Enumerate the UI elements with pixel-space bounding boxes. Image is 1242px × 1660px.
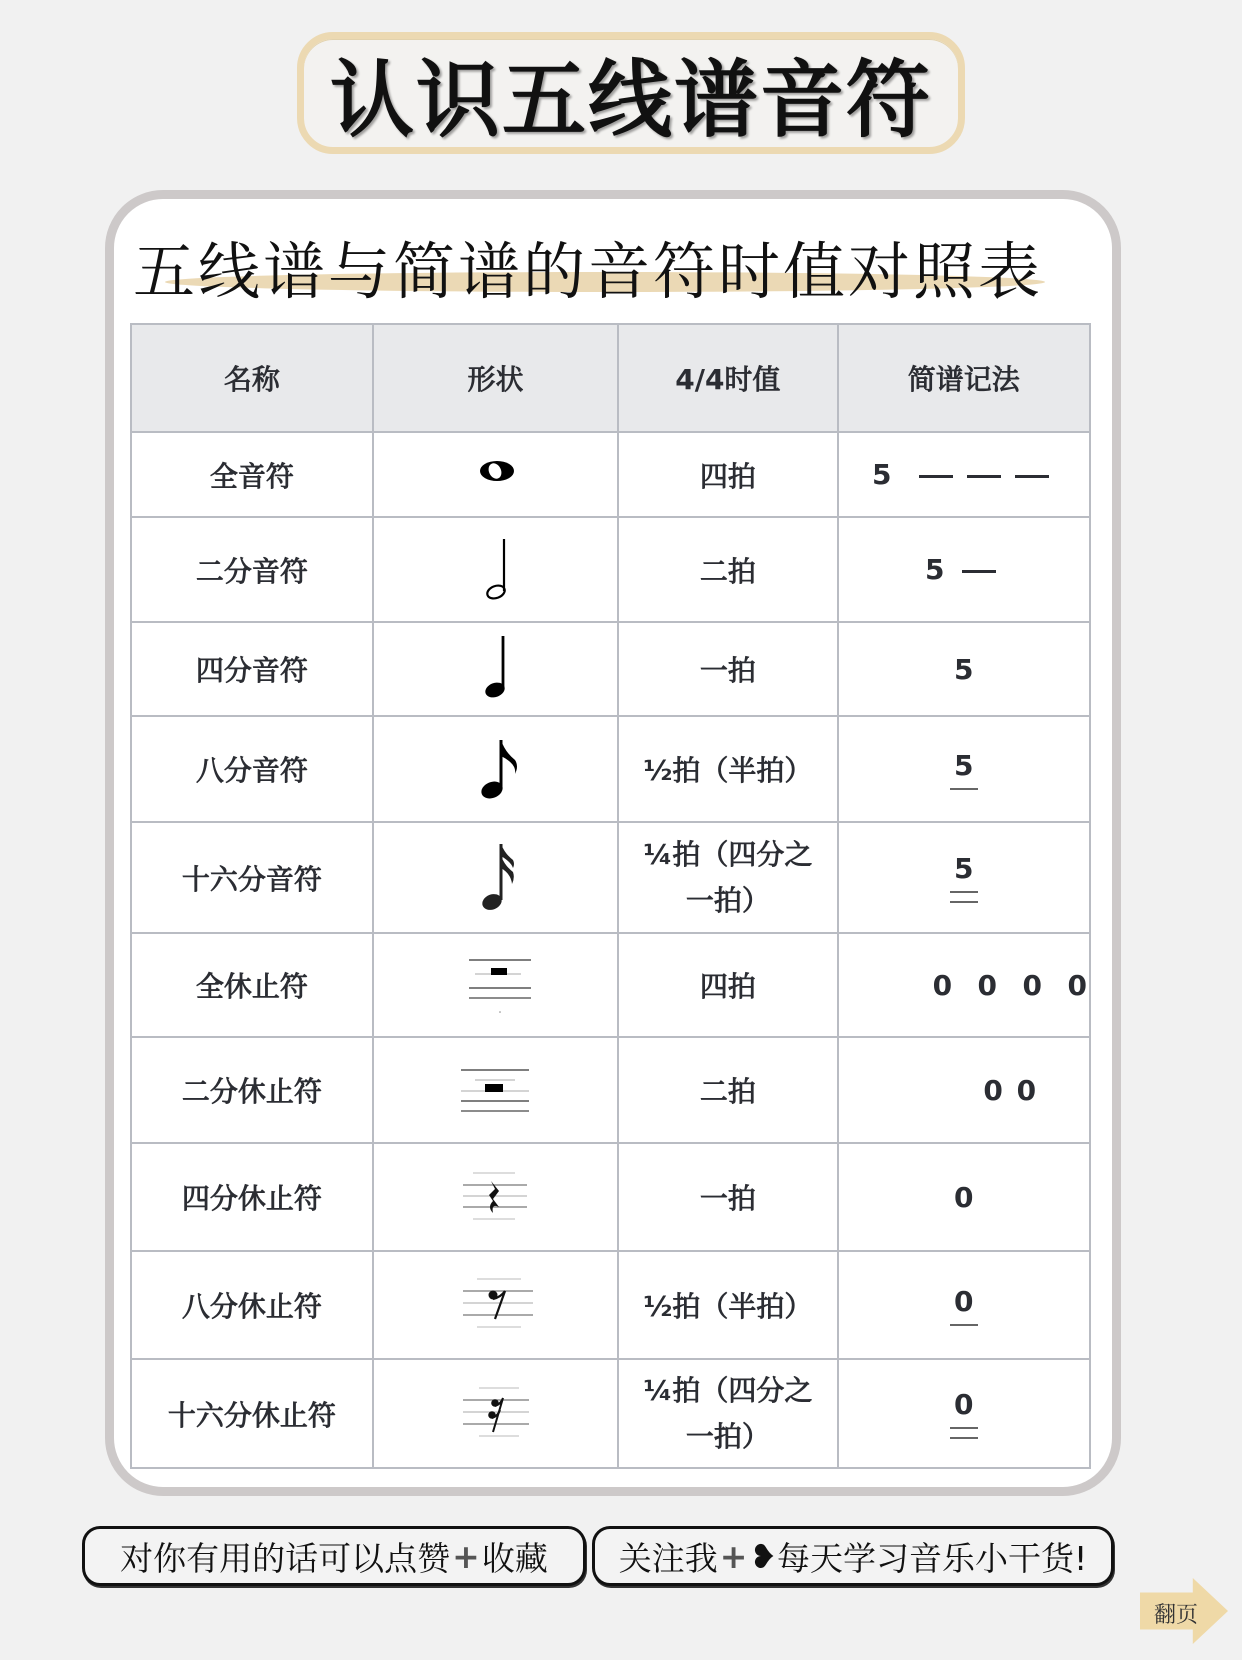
table-row <box>131 822 1090 933</box>
quarter-rest-icon <box>373 1143 618 1251</box>
col-header-name: 名称 <box>131 324 373 432</box>
half-rest-icon <box>373 1037 618 1143</box>
page-turn-button[interactable] <box>1140 1578 1228 1644</box>
eighth-rest-icon <box>373 1251 618 1359</box>
table-row <box>131 517 1090 622</box>
whole-rest-icon <box>373 933 618 1037</box>
jianpu-notation: 5 <box>838 716 1090 822</box>
note-name: 二分休止符 <box>131 1037 373 1143</box>
underline <box>950 1324 978 1326</box>
card-subtitle <box>125 222 1075 308</box>
jianpu-notation: 0 0 <box>838 1037 1090 1143</box>
sixteenth-note-icon <box>373 822 618 933</box>
table-row <box>131 716 1090 822</box>
table-row <box>131 1251 1090 1359</box>
note-name: 全音符 <box>131 432 373 517</box>
note-name: 全休止符 <box>131 933 373 1037</box>
note-duration: 四拍 <box>618 432 837 517</box>
col-header-duration: 4/4时值 <box>618 324 837 432</box>
note-duration: ½拍（半拍） <box>618 716 837 822</box>
jianpu-notation: 0 <box>838 1359 1090 1468</box>
jianpu-notation: 5 <box>838 822 1090 933</box>
jianpu-notation: 5 <box>838 517 1090 622</box>
plus-icon: + <box>719 1536 748 1576</box>
underline <box>950 1437 978 1439</box>
page-title: 认识五线谱音符 <box>329 50 932 149</box>
eighth-note-icon <box>373 716 618 822</box>
note-duration: ½拍（半拍） <box>618 1251 837 1359</box>
note-name: 四分音符 <box>131 622 373 716</box>
col-header-jianpu: 简谱记法 <box>838 324 1090 432</box>
table-row <box>131 933 1090 1037</box>
underline <box>950 1427 978 1429</box>
note-name: 十六分音符 <box>131 822 373 933</box>
title-badge <box>297 32 965 154</box>
underline <box>950 891 978 893</box>
follow-banner: 关注我 + ❥ 每天学习音乐小干货! <box>592 1526 1114 1586</box>
half-note-icon <box>373 517 618 622</box>
table-row <box>131 622 1090 716</box>
quarter-note-icon <box>373 622 618 716</box>
note-duration: 二拍 <box>618 1037 837 1143</box>
table-row <box>131 1037 1090 1143</box>
note-value-table <box>130 323 1091 1469</box>
jianpu-notation: 0 <box>838 1143 1090 1251</box>
jianpu-notation: 5 <box>838 622 1090 716</box>
plus-icon: + <box>452 1536 480 1576</box>
jianpu-notation: 0 <box>838 1251 1090 1359</box>
note-name: 二分音符 <box>131 517 373 622</box>
table-row <box>131 432 1090 517</box>
note-name: 八分休止符 <box>131 1251 373 1359</box>
page-turn-label: 翻页 <box>1154 1603 1199 1628</box>
note-duration: 一拍 <box>618 622 837 716</box>
note-name: 八分音符 <box>131 716 373 822</box>
whole-note-icon <box>373 432 618 517</box>
note-name: 十六分休止符 <box>131 1359 373 1468</box>
note-duration: ¼拍（四分之 一拍） <box>618 822 837 933</box>
note-duration: ¼拍（四分之 一拍） <box>618 1359 837 1468</box>
sixteenth-rest-icon <box>373 1359 618 1468</box>
table-header-row <box>131 324 1090 432</box>
underline <box>950 788 978 790</box>
jianpu-notation: 0 0 0 0 <box>838 933 1090 1037</box>
table-row <box>131 1359 1090 1468</box>
note-duration: 一拍 <box>618 1143 837 1251</box>
underline <box>950 901 978 903</box>
subtitle-text: 五线谱与简谱的音符时值对照表 <box>133 235 1044 308</box>
jianpu-notation: 5 <box>838 432 1090 517</box>
note-duration: 四拍 <box>618 933 837 1037</box>
col-header-shape: 形状 <box>373 324 618 432</box>
like-save-banner: 对你有用的话可以点赞 + 收藏 <box>82 1526 586 1586</box>
note-name: 四分休止符 <box>131 1143 373 1251</box>
heart-icon: ❥ <box>749 1536 778 1576</box>
note-duration: 二拍 <box>618 517 837 622</box>
table-row <box>131 1143 1090 1251</box>
